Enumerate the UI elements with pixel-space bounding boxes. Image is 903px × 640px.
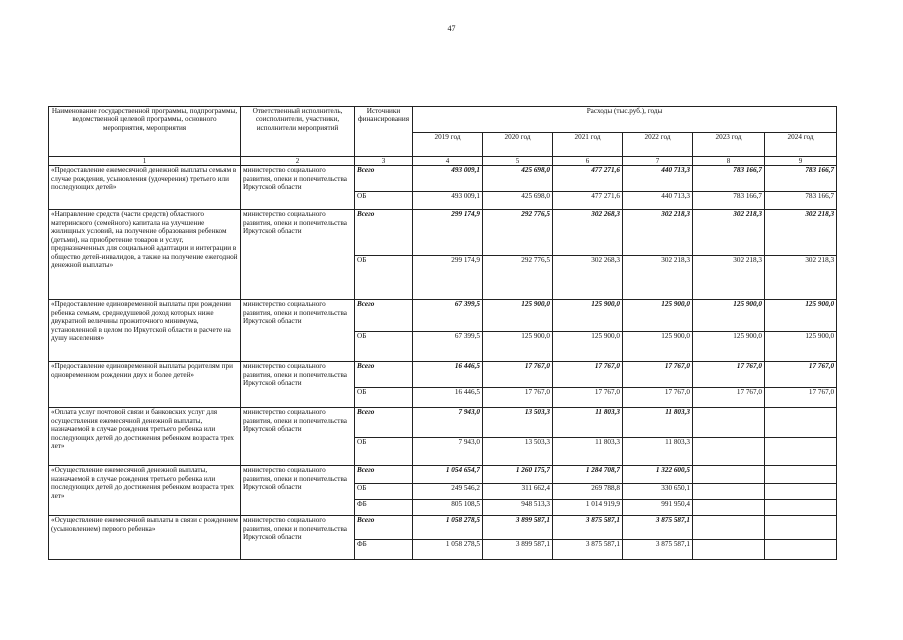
expense-value [765,500,837,516]
expense-value: 17 767,0 [483,388,553,408]
header-year: 2019 год [413,133,483,157]
expense-value: 67 399,5 [413,332,483,362]
expense-value: 477 271,6 [553,166,623,192]
expense-value: 302 268,3 [553,210,623,256]
expense-value: 3 875 587,1 [623,516,693,540]
measure-name: «Предоставление единовременной выплаты родителям при одновременном рождении двух и более детей» [49,362,241,408]
expense-value: 11 803,3 [553,408,623,438]
expense-value: 1 260 175,7 [483,466,553,484]
expense-value: 11 803,3 [623,408,693,438]
table-row [49,408,837,438]
expense-value: 125 900,0 [623,300,693,332]
expense-value: 783 166,7 [693,166,765,192]
expense-value: 1 058 278,5 [413,540,483,560]
expense-value: 17 767,0 [623,362,693,388]
header-year: 2021 год [553,133,623,157]
expense-value: 299 174,9 [413,256,483,300]
column-index: 8 [693,157,765,166]
expense-value: 17 767,0 [765,362,837,388]
table-row [49,166,837,192]
expense-value: 269 788,8 [553,484,623,500]
expense-value: 11 803,3 [623,438,693,466]
funding-source: ОБ [355,192,413,210]
expense-value: 7 943,0 [413,408,483,438]
expense-value [693,408,765,438]
page-number: 47 [447,24,456,33]
column-index: 2 [241,157,355,166]
column-index: 3 [355,157,413,166]
expense-value: 302 218,3 [693,256,765,300]
measure-executor: министерство социального развития, опеки и попечительства Иркутской области [241,166,355,210]
expense-value: 425 698,0 [483,166,553,192]
expense-value: 302 218,3 [765,256,837,300]
measure-name: «Направление средств (части средств) областного материнского (семейного) капитала на улучшение жилищных условий, на получение образования ребенком (детьми), на приобретение товаров и услуг, предназначенных для социальной адаптации и интеграции в общество детей-инвалидов, а также на получение ежегодной денежной выплаты» [49,210,241,300]
header-source: Источники финансирования [355,107,413,157]
table-body [49,166,837,560]
expense-value: 3 899 587,1 [483,516,553,540]
expense-value: 17 767,0 [483,362,553,388]
funding-source: ОБ [355,332,413,362]
expense-value: 425 698,0 [483,192,553,210]
funding-source: Всего [355,516,413,540]
expense-value: 17 767,0 [693,388,765,408]
expense-value: 440 713,3 [623,192,693,210]
measure-executor: министерство социального развития, опеки и попечительства Иркутской области [241,362,355,408]
expense-value [765,540,837,560]
expense-value: 17 767,0 [693,362,765,388]
header-year: 2024 год [765,133,837,157]
expense-value: 948 513,3 [483,500,553,516]
expense-value: 805 108,5 [413,500,483,516]
expense-value: 991 950,4 [623,500,693,516]
funding-source: Всего [355,300,413,332]
funding-source: Всего [355,408,413,438]
expense-value: 1 014 919,9 [553,500,623,516]
measure-executor: министерство социального развития, опеки и попечительства Иркутской области [241,516,355,560]
expense-value: 783 166,7 [765,192,837,210]
expense-value: 302 218,3 [623,210,693,256]
expense-value: 3 875 587,1 [553,516,623,540]
funding-source: ФБ [355,540,413,560]
measure-name: «Осуществление ежемесячной денежной выплаты, назначаемой в случае рождения третьего ребенка или последующих детей до достижения ребенком возраста трех лет» [49,466,241,516]
expense-value [765,408,837,438]
expense-value: 67 399,5 [413,300,483,332]
expense-value: 302 218,3 [693,210,765,256]
table-row [49,210,837,256]
expense-value [693,516,765,540]
header-year: 2020 год [483,133,553,157]
expense-value [765,466,837,484]
expense-value [693,438,765,466]
funding-source: Всего [355,362,413,388]
funding-source: ФБ [355,500,413,516]
table-row [49,362,837,388]
expense-value: 299 174,9 [413,210,483,256]
expense-value: 3 875 587,1 [623,540,693,560]
expense-value: 1 284 708,7 [553,466,623,484]
expense-value [693,500,765,516]
header-executor: Ответственный исполнитель, соисполнители, участники, исполнители мероприятий [241,107,355,157]
expense-value: 292 776,5 [483,256,553,300]
expense-value: 125 900,0 [693,300,765,332]
column-index: 6 [553,157,623,166]
expense-value: 17 767,0 [553,362,623,388]
table-row [49,516,837,540]
header-name: Наименование государственной программы, подпрограммы, ведомственной целевой программы, основного мероприятия, мероприятия [49,107,241,157]
expense-value: 13 503,3 [483,438,553,466]
expense-value: 249 546,2 [413,484,483,500]
funding-source: ОБ [355,388,413,408]
expense-value [765,484,837,500]
funding-source: ОБ [355,484,413,500]
column-index: 7 [623,157,693,166]
funding-source: Всего [355,466,413,484]
expense-value: 783 166,7 [693,192,765,210]
expense-value: 3 875 587,1 [553,540,623,560]
expense-value: 16 446,5 [413,362,483,388]
column-index: 4 [413,157,483,166]
measure-name: «Осуществление ежемесячной выплаты в связи с рождением (усыновлением) первого ребенка» [49,516,241,560]
expense-value: 440 713,3 [623,166,693,192]
expense-value: 17 767,0 [553,388,623,408]
expense-value: 1 058 278,5 [413,516,483,540]
expense-value: 7 943,0 [413,438,483,466]
measure-executor: министерство социального развития, опеки и попечительства Иркутской области [241,210,355,300]
measure-name: «Предоставление единовременной выплаты при рождении ребенка семьям, среднедушевой доход которых ниже двукратной величины прожиточного минимума, установленной в целом по Иркутской области в расчете на душу населения» [49,300,241,362]
expense-value [693,466,765,484]
expense-value: 125 900,0 [693,332,765,362]
expense-value: 1 054 654,7 [413,466,483,484]
expense-value: 292 776,5 [483,210,553,256]
expense-value: 17 767,0 [623,388,693,408]
expenses-table [48,106,837,560]
funding-source: Всего [355,210,413,256]
funding-source: ОБ [355,438,413,466]
expense-value: 125 900,0 [483,300,553,332]
measure-executor: министерство социального развития, опеки и попечительства Иркутской области [241,466,355,516]
expense-value: 1 322 600,5 [623,466,693,484]
column-index: 1 [49,157,241,166]
column-index: 5 [483,157,553,166]
header-year: 2023 год [693,133,765,157]
expense-value [765,516,837,540]
table-row [49,300,837,332]
measure-executor: министерство социального развития, опеки и попечительства Иркутской области [241,300,355,362]
measure-name: «Оплата услуг почтовой связи и банковских услуг для осуществления ежемесячной денежной выплаты, назначаемой в случае рождения третьего ребенка или последующих детей до достижения ребенком возраста трех лет» [49,408,241,466]
expense-value [765,438,837,466]
expense-value: 125 900,0 [623,332,693,362]
expense-value: 16 446,5 [413,388,483,408]
funding-source: Всего [355,166,413,192]
expense-value [693,540,765,560]
expense-value: 125 900,0 [553,300,623,332]
expense-value: 11 803,3 [553,438,623,466]
expense-value: 493 009,1 [413,192,483,210]
table-row [49,466,837,484]
expense-value: 125 900,0 [483,332,553,362]
expense-value: 311 662,4 [483,484,553,500]
expense-value: 302 218,3 [623,256,693,300]
header-expenses: Расходы (тыс.руб.), годы [413,107,837,133]
expense-value: 783 166,7 [765,166,837,192]
expense-value: 302 268,3 [553,256,623,300]
expense-value: 125 900,0 [765,332,837,362]
column-index: 9 [765,157,837,166]
expense-value: 125 900,0 [553,332,623,362]
expense-value: 330 650,1 [623,484,693,500]
header-year: 2022 год [623,133,693,157]
expense-value: 493 009,1 [413,166,483,192]
measure-executor: министерство социального развития, опеки и попечительства Иркутской области [241,408,355,466]
expense-value: 13 503,3 [483,408,553,438]
expense-value: 17 767,0 [765,388,837,408]
funding-source: ОБ [355,256,413,300]
expense-value: 3 899 587,1 [483,540,553,560]
expense-value [693,484,765,500]
expense-value: 477 271,6 [553,192,623,210]
expense-value: 302 218,3 [765,210,837,256]
expense-value: 125 900,0 [765,300,837,332]
measure-name: «Предоставление ежемесячной денежной выплаты семьям в случае рождения, усыновления (удочерения) третьего или последующих детей» [49,166,241,210]
